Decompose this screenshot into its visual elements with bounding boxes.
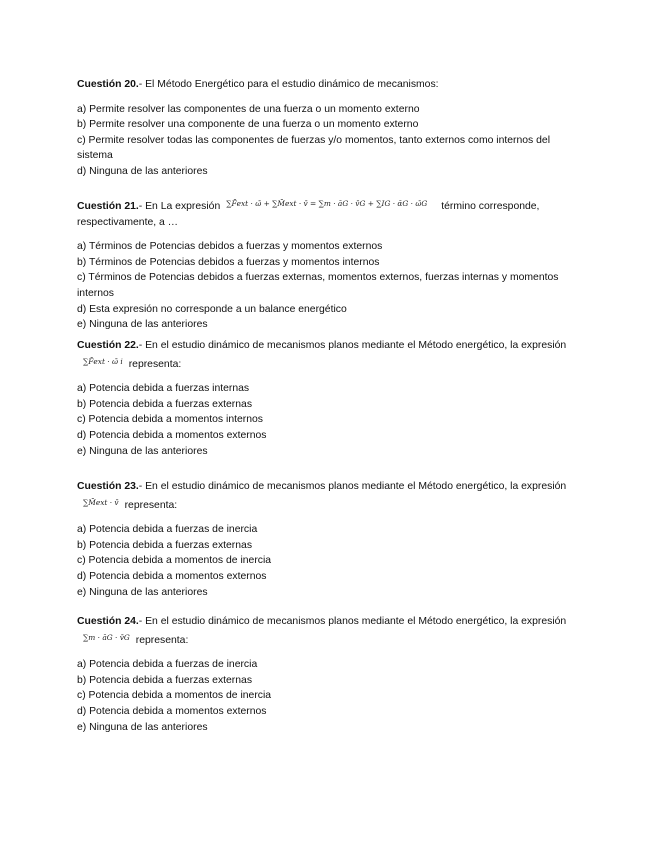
- question-stem: [77, 77, 577, 93]
- option-d: d) Potencia debida a momentos externos: [77, 429, 267, 441]
- option-b: b) Potencia debida a fuerzas externas: [77, 674, 253, 686]
- option-b: b) Potencia debida a fuerzas externas: [77, 398, 253, 410]
- question-stem: [77, 338, 577, 372]
- option-e: e) Ninguna de las anteriores: [77, 721, 208, 733]
- options-list: [77, 239, 577, 333]
- formula: ∑M̄ext · v̄: [83, 497, 119, 507]
- option-e: e) Ninguna de las anteriores: [77, 319, 208, 331]
- options-list: [77, 522, 577, 600]
- option-a: a) Potencia debida a fuerzas de inercia: [77, 659, 258, 671]
- formula: ∑F̄ext · ω̄ + ∑M̄ext · v̄ = ∑m · āG · v̄G + ∑IG · ᾱG · ω̄G: [226, 199, 428, 208]
- option-b: b) Permite resolver una componente de una fuerza o un momento externo: [77, 119, 419, 131]
- option-a: a) Términos de Potencias debidos a fuerzas y momentos externos: [77, 241, 383, 253]
- formula: ∑F̄ext · ω̄ i: [83, 356, 123, 366]
- formula: ∑m · āG · v̄G: [83, 632, 130, 642]
- question-text: - En La expresión: [138, 201, 221, 212]
- option-d: d) Potencia debida a momentos externos: [77, 570, 267, 582]
- options-list: [77, 381, 577, 459]
- option-b: b) Potencia debida a fuerzas externas: [77, 539, 253, 551]
- question-number: Cuestión 21.: [77, 201, 139, 212]
- option-c: c) Potencia debida a momentos internos: [77, 414, 263, 426]
- question-24: [77, 614, 577, 735]
- question-number: Cuestión 24.: [77, 616, 139, 627]
- question-text-continued: representa:: [128, 358, 182, 370]
- option-c: c) Permite resolver todas las componentes de fuerzas y/o momentos, tanto externos como internos del sistema: [77, 134, 551, 162]
- options-list: [77, 657, 577, 735]
- option-d: d) Potencia debida a momentos externos: [77, 705, 267, 717]
- question-stem: [77, 614, 577, 648]
- option-e: e) Ninguna de las anteriores: [77, 445, 208, 457]
- question-text: - En el estudio dinámico de mecanismos planos mediante el Método energético, la expresión: [138, 340, 567, 351]
- question-stem: [77, 479, 577, 513]
- question-text-continued: representa:: [135, 634, 189, 646]
- option-c: c) Potencia debida a momentos de inercia: [77, 555, 272, 567]
- question-number: Cuestión 23.: [77, 481, 139, 492]
- question-23: [77, 479, 577, 600]
- option-a: a) Permite resolver las componentes de una fuerza o un momento externo: [77, 103, 420, 115]
- question-stem: [77, 196, 577, 230]
- question-text: - En el estudio dinámico de mecanismos planos mediante el Método energético, la expresión: [138, 481, 567, 492]
- question-22: [77, 338, 577, 459]
- question-number: Cuestión 20.: [77, 79, 139, 90]
- question-number: Cuestión 22.: [77, 340, 139, 351]
- option-d: d) Esta expresión no corresponde a un balance energético: [77, 303, 347, 315]
- question-21: [77, 196, 577, 333]
- options-list: [77, 102, 577, 180]
- option-a: a) Potencia debida a fuerzas de inercia: [77, 524, 258, 536]
- question-text-continued: término corresponde, respectivamente, a …: [77, 201, 540, 228]
- question-text: - En el estudio dinámico de mecanismos planos mediante el Método energético, la expresión: [138, 616, 567, 627]
- question-text: - El Método Energético para el estudio dinámico de mecanismos:: [138, 79, 439, 90]
- option-c: c) Términos de Potencias debidos a fuerzas externas, momentos externos, fuerzas internas y momentos internos: [77, 272, 559, 299]
- option-a: a) Potencia debida a fuerzas internas: [77, 383, 250, 395]
- option-e: e) Ninguna de las anteriores: [77, 586, 208, 598]
- option-d: d) Ninguna de las anteriores: [77, 165, 208, 177]
- question-20: [77, 77, 577, 180]
- option-c: c) Potencia debida a momentos de inercia: [77, 690, 272, 702]
- question-text-continued: representa:: [124, 499, 178, 511]
- option-b: b) Términos de Potencias debidos a fuerzas y momentos internos: [77, 256, 380, 268]
